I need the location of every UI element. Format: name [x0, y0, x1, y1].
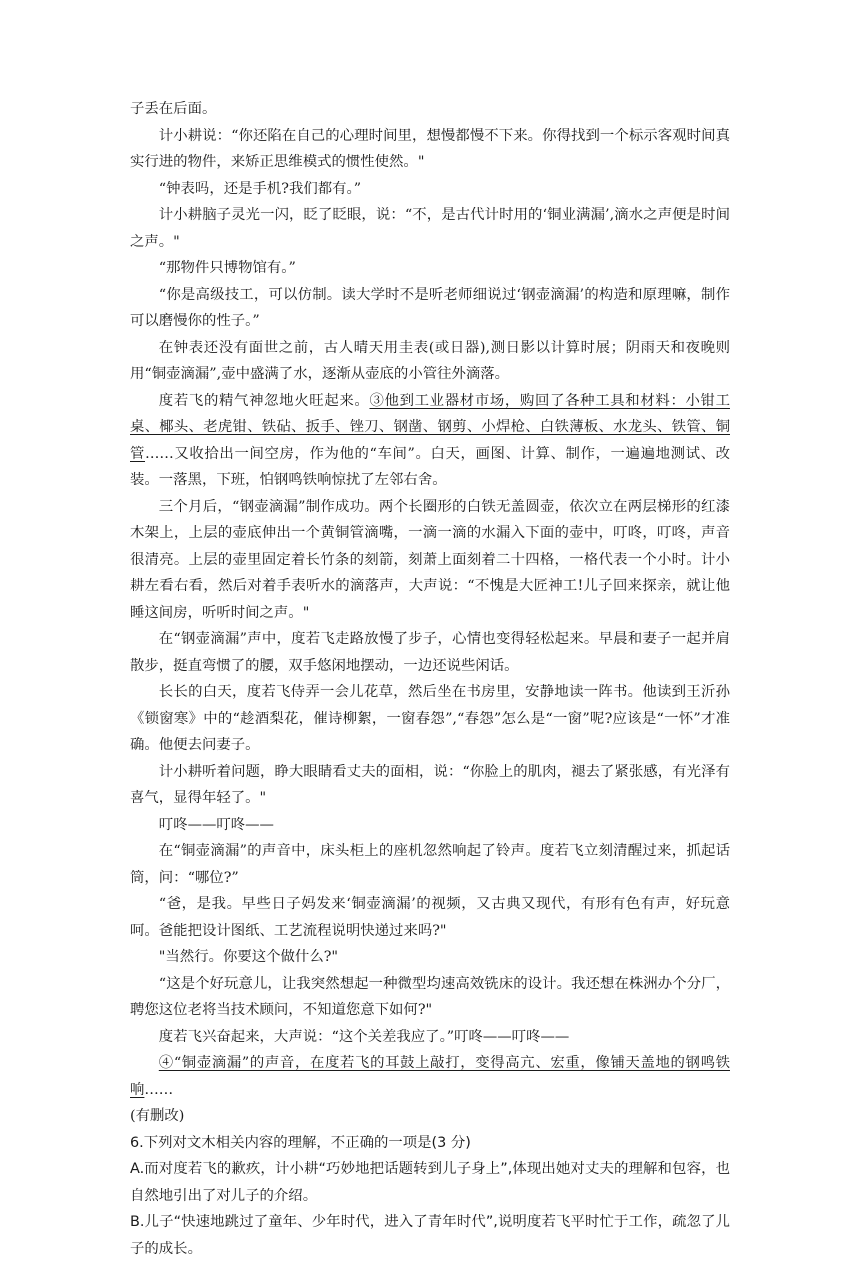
paragraph: “爸，是我。早些日子妈发来‘铜壶滴漏’的视频，又古典又现代，有形有色有声，好玩意呵。爸能把设计图纸、工艺流程说明快递过来吗?": [130, 896, 730, 939]
paragraph: 长长的白天，度若飞侍弄一会儿花草，然后坐在书房里，安静地读一阵书。他读到王沂孙《锁窗寒》中的“趁酒梨花，催诗柳絮，一窗春怨”,“春怨”怎么是“一窗”呢?应该是“一怀”才准确。他便去问妻子。: [130, 684, 730, 753]
underlined-sentence-4: ④“铜壶滴漏”的声音，在度若飞的耳鼓上敲打，变得高亢、宏重，像铺天盖地的钢鸣铁响: [130, 1055, 730, 1098]
paragraph-text: 度若飞的精气神忽地火旺起来。: [158, 392, 370, 409]
paragraph: “这是个好玩意儿，让我突然想起一种微型均速高效铣床的设计。我还想在株洲办个分厂，聘您这位老将当技术顾问，不知道您意下如何?": [130, 975, 730, 1018]
paragraph: 三个月后，“钢壶滴漏”制作成功。两个长圈形的白铁无盖圆壶，依次立在两层梯形的红漆木架上，上层的壶底伸出一个黄铜管滴嘴，一滴一滴的水漏入下面的壶中，叮咚，叮咚，声音很清亮。上层的壶里固定着长竹条的刻箭，刻萧上面刻着二十四格，一格代表一个小时。计小耕左看右看，然后对着手表听水的滴落声，大声说：“不愧是大匠神工!儿子回来探亲，就让他睡这间房，听听时间之声。": [130, 498, 730, 621]
paragraph: "当然行。你要这个做什么?": [158, 949, 339, 965]
paragraph: 在“钢壶滴漏”声中，度若飞走路放慢了步子，心情也变得轻松起来。早晨和妻子一起并肩散步，挺直弯惯了的腰，双手悠闲地摆动，一边还说些闲话。: [130, 631, 730, 674]
paragraph: 计小耕说：“你还陷在自己的心理时间里，想慢都慢不下来。你得找到一个标示客观时间真实行进的物件，来矫正思维模式的惯性使然。": [130, 127, 730, 170]
underlined-sentence-3: ③他到工业器材市场，购回了各种工具和材料：小钳工桌、椰头、老虎钳、铁砧、扳手、锉刀、钢凿、钢剪、小焊枪、白铁薄板、水龙头、铁管、铜管: [130, 392, 730, 462]
paragraph: 计小耕听着问题，睁大眼睛看丈夫的面相，说：“你脸上的肌肉，褪去了紧张感，有光泽有喜气，显得年轻了。": [130, 763, 730, 806]
paragraph: 叮咚——叮咚——: [158, 816, 274, 833]
paragraph: “那物件只博物馆有。”: [158, 260, 296, 276]
paragraph: 子丢在后面。: [130, 101, 217, 117]
option-b: B.儿子“快速地跳过了童年、少年时代，进入了青年时代”,说明度若飞平时忙于工作，疏忽了儿子的成长。: [130, 1214, 730, 1257]
paragraph-with-underline: [130, 1050, 730, 1103]
paragraph: 在“铜壶滴漏”的声音中，床头柜上的座机忽然响起了铃声。度若飞立刻清醒过来，抓起话筒，问：“哪位?”: [130, 843, 730, 886]
paragraph: 在钟表还没有面世之前，古人晴天用圭表(或日器),测日影以计算时展；阴雨天和夜晚则用“铜壶滴漏”,壶中盛满了水，逐渐从壶底的小管往外滴落。: [130, 339, 730, 382]
revision-note: (有删改): [130, 1108, 185, 1124]
paragraph: “钟表吗，还是手机?我们都有。”: [158, 180, 362, 197]
paragraph: “你是高级技工，可以仿制。读大学时不是听老师细说过‘钢壶滴漏’的构造和原理嘛，制作可以磨慢你的性子。”: [130, 286, 730, 329]
paragraph: 计小耕脑子灵光一闪，眨了眨眼，说：“不，是古代计时用的‘铜业满漏’,滴水之声便是时间之声。": [130, 207, 730, 250]
paragraph-text: ……: [144, 1081, 174, 1098]
question-stem: 6.下列对文木相关内容的理解，不正确的一项是(3 分): [130, 1134, 471, 1151]
paragraph-with-underline: [130, 388, 730, 494]
document-page: [130, 96, 730, 1262]
paragraph: 度若飞兴奋起来，大声说：“这个关差我应了。”叮咚——叮咚——: [158, 1028, 570, 1045]
option-a: A.而对度若飞的歉疚，计小耕“巧妙地把话题转到儿子身上”,体现出她对丈夫的理解和包容，也自然地引出了对儿子的介绍。: [130, 1161, 730, 1204]
paragraph-text: ……又收拾出一间空房，作为他的“车间”。白天，画图、计算、制作，一遍遍地测试、改装。一落黑，下班，怕钢鸣铁响惊扰了左邻右舍。: [130, 445, 730, 488]
